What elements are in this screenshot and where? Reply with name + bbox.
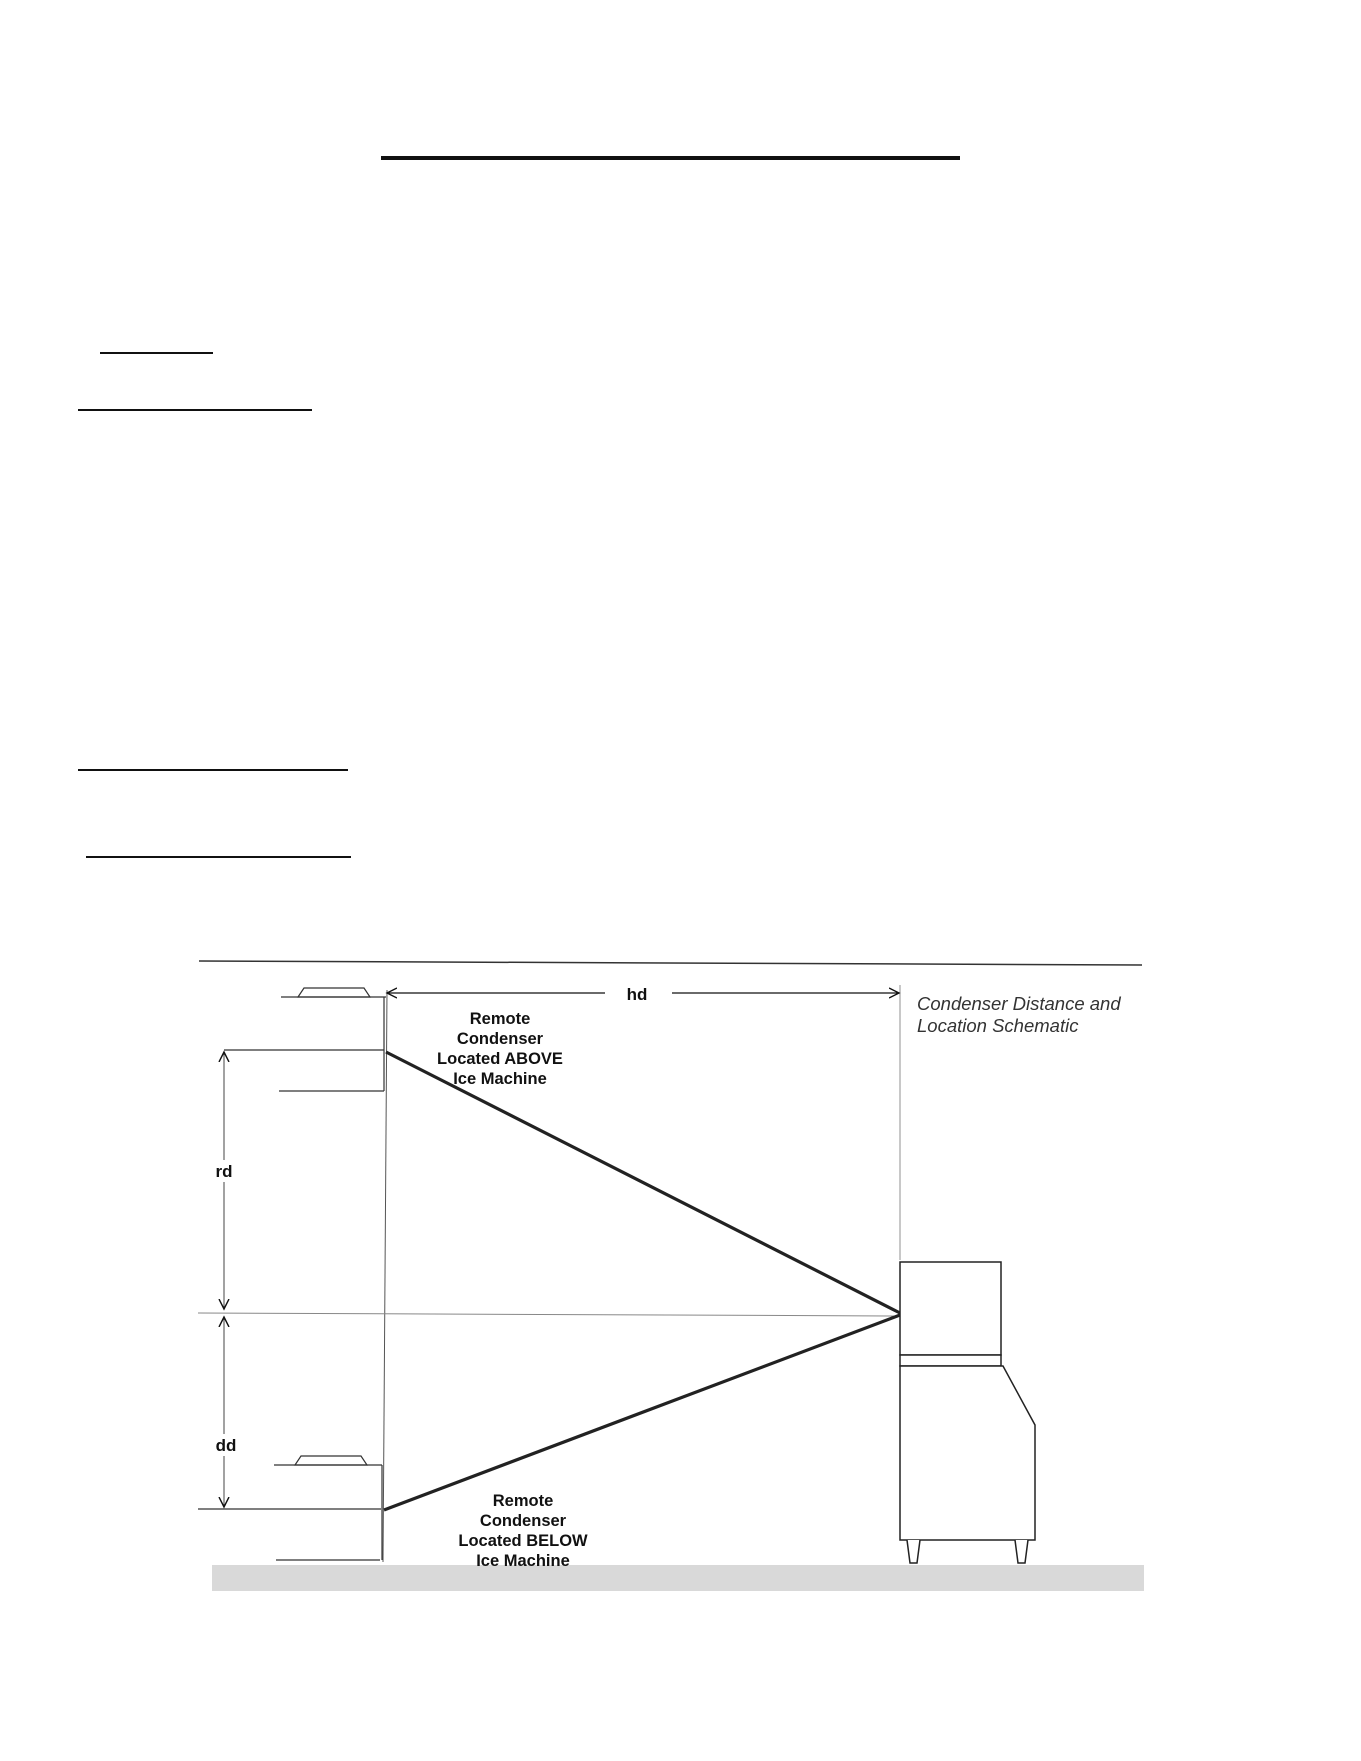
above-label xyxy=(437,1010,563,1088)
above-label-line-4: Ice Machine xyxy=(453,1070,547,1088)
below-label-line-3: Located BELOW xyxy=(458,1532,588,1550)
below-label-line-4: Ice Machine xyxy=(476,1552,570,1570)
hd-label: hd xyxy=(626,985,648,1004)
above-label-line-1: Remote xyxy=(469,1010,531,1028)
below-label xyxy=(458,1492,588,1570)
upper-refrigerant-line xyxy=(386,1052,900,1313)
below-label-line-2: Condenser xyxy=(479,1512,567,1530)
schematic-title xyxy=(917,993,1121,1036)
floor xyxy=(212,1565,1144,1591)
lower-refrigerant-line xyxy=(384,1315,900,1510)
schematic-title-line-1: Condenser Distance and xyxy=(917,993,1121,1014)
lower-condenser xyxy=(198,1456,382,1560)
rd-label: rd xyxy=(215,1162,233,1181)
dd-label: dd xyxy=(215,1436,237,1455)
above-label-line-2: Condenser xyxy=(456,1030,544,1048)
ice-machine-level-line xyxy=(198,1313,900,1316)
below-label-line-1: Remote xyxy=(492,1492,554,1510)
schematic-title-line-2: Location Schematic xyxy=(917,1015,1079,1036)
upper-condenser xyxy=(224,988,386,1091)
above-label-line-3: Located ABOVE xyxy=(437,1050,563,1068)
ice-machine xyxy=(900,1262,1035,1563)
ceiling-line xyxy=(199,961,1142,965)
